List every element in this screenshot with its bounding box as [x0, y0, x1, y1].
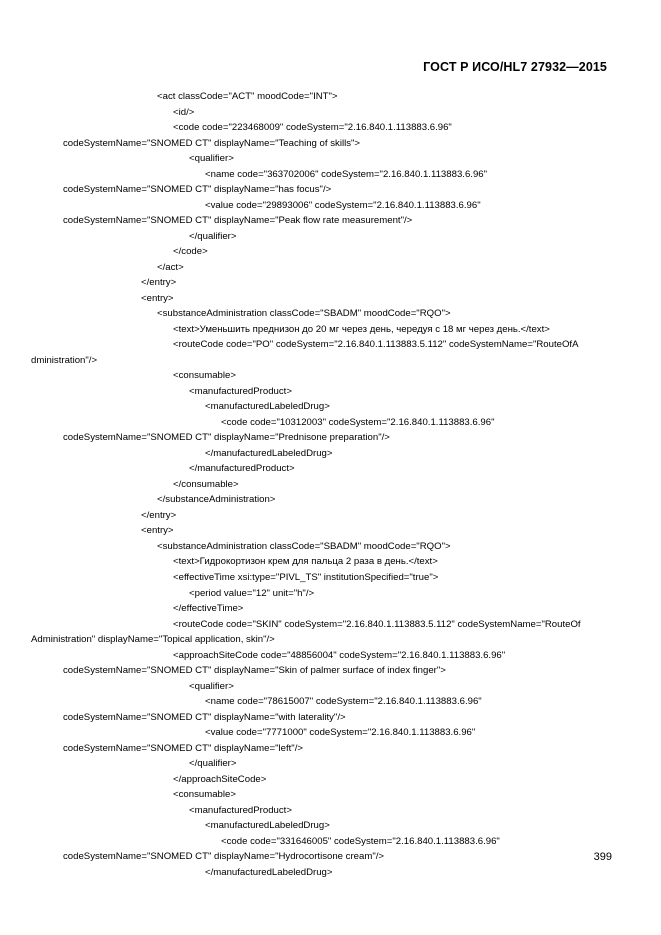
code-line: </act> [157, 261, 184, 273]
code-line: codeSystemName="SNOMED CT" displayName="Teaching of skills"> [63, 137, 361, 149]
code-line: </manufacturedLabeledDrug> [205, 447, 333, 459]
code-line: </code> [173, 246, 208, 258]
code-line: <manufacturedLabeledDrug> [205, 401, 330, 413]
code-line: <consumable> [173, 370, 236, 382]
code-line: <value code="29893006" codeSystem="2.16.840.1.113883.6.96" [205, 199, 481, 211]
code-line: <period value="12" unit="h"/> [189, 587, 315, 599]
code-line: codeSystemName="SNOMED CT" displayName="left"/> [63, 742, 303, 754]
code-line: Administration" displayName="Topical application, skin"/> [31, 634, 275, 646]
code-line: <substanceAdministration classCode="SBADM" moodCode="RQO"> [157, 308, 451, 320]
code-line: codeSystemName="SNOMED CT" displayName="has focus"/> [63, 184, 332, 196]
code-line: </entry> [141, 509, 177, 521]
page-number: 399 [593, 851, 612, 863]
code-line: <text>Гидрокортизон крем для пальца 2 раза в день.</text> [173, 556, 438, 568]
code-line: <value code="7771000" codeSystem="2.16.840.1.113883.6.96" [205, 727, 476, 739]
code-line: <name code="363702006" codeSystem="2.16.840.1.113883.6.96" [205, 168, 488, 180]
code-line: <qualifier> [189, 680, 234, 692]
code-line: <manufacturedProduct> [189, 804, 292, 816]
code-line: <code code="223468009" codeSystem="2.16.840.1.113883.6.96" [173, 122, 452, 134]
code-line: <manufacturedProduct> [189, 385, 292, 397]
code-line: codeSystemName="SNOMED CT" displayName="with laterality"/> [63, 711, 346, 723]
xml-code-listing [31, 89, 623, 880]
code-line: <code code="10312003" codeSystem="2.16.840.1.113883.6.96" [221, 416, 495, 428]
code-line: codeSystemName="SNOMED CT" displayName="Prednisone preparation"/> [63, 432, 390, 444]
code-line: </substanceAdministration> [157, 494, 276, 506]
code-line: <routeCode code="PO" codeSystem="2.16.840.1.113883.5.112" codeSystemName="RouteOfA [173, 339, 579, 351]
code-line: <routeCode code="SKIN" codeSystem="2.16.840.1.113883.5.112" codeSystemName="RouteOf [173, 618, 581, 630]
code-line: <manufacturedLabeledDrug> [205, 820, 330, 832]
code-line: </entry> [141, 277, 177, 289]
code-line: <text>Уменьшить преднизон до 20 мг через день, чередуя с 18 мг через день.</text> [173, 323, 550, 335]
code-line: </manufacturedLabeledDrug> [205, 866, 333, 878]
code-line: </qualifier> [189, 230, 237, 242]
code-line: dministration"/> [31, 354, 98, 366]
code-line: <qualifier> [189, 153, 234, 165]
code-line: <act classCode="ACT" moodCode="INT"> [157, 91, 338, 102]
code-line: <effectiveTime xsi:type="PIVL_TS" institutionSpecified="true"> [173, 571, 439, 583]
code-line: codeSystemName="SNOMED CT" displayName="Peak flow rate measurement"/> [63, 215, 413, 227]
code-line: <entry> [141, 292, 174, 304]
code-line: </effectiveTime> [173, 603, 244, 615]
code-line: </consumable> [173, 478, 239, 490]
code-line: <substanceAdministration classCode="SBADM" moodCode="RQO"> [157, 540, 451, 552]
page-header-standard-number: ГОСТ Р ИСО/HL7 27932—2015 [423, 60, 607, 74]
code-line: <entry> [141, 525, 174, 537]
code-line: <id/> [173, 106, 195, 118]
code-line: </approachSiteCode> [173, 773, 267, 785]
code-line: <code code="331646005" codeSystem="2.16.840.1.113883.6.96" [221, 835, 500, 847]
code-line: </manufacturedProduct> [189, 463, 295, 475]
code-line: <name code="78615007" codeSystem="2.16.840.1.113883.6.96" [205, 696, 482, 708]
code-line: <consumable> [173, 789, 236, 801]
code-line: codeSystemName="SNOMED CT" displayName="Hydrocortisone cream"/> [63, 851, 384, 863]
code-line: </qualifier> [189, 758, 237, 770]
code-line: <approachSiteCode code="48856004" codeSystem="2.16.840.1.113883.6.96" [173, 649, 506, 661]
code-line: codeSystemName="SNOMED CT" displayName="Skin of palmer surface of index finger"> [63, 665, 446, 677]
